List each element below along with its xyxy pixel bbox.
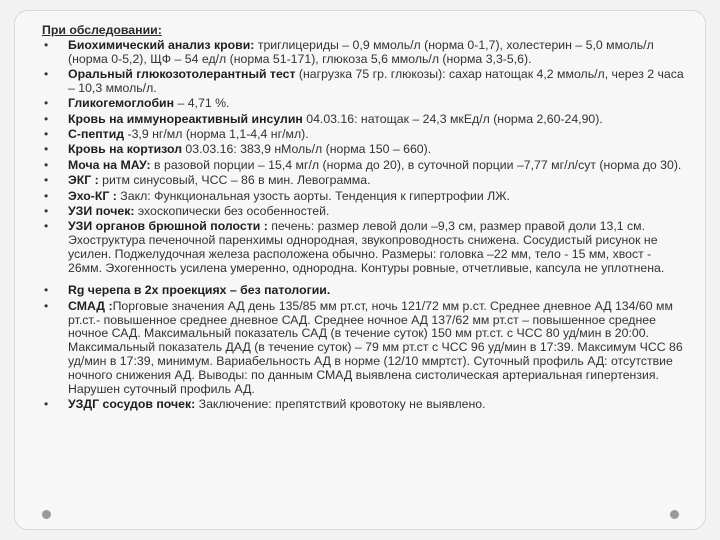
finding-label: Моча на МАУ: (68, 157, 151, 172)
finding-item (42, 220, 687, 275)
finding-text: ритм синусовый, ЧСС – 86 в мин. Левограмма. (98, 173, 371, 188)
finding-item (42, 284, 687, 298)
finding-label: Кровь на кортизол (68, 142, 183, 157)
finding-label: УЗИ органов брюшной полости : (68, 219, 268, 234)
finding-item (42, 68, 687, 96)
left-bullet-dot (42, 510, 51, 519)
finding-label: ЭКГ : (68, 173, 99, 188)
finding-text: -3,9 нг/мл (норма 1,1-4,4 нг/мл). (124, 126, 309, 141)
finding-item (42, 143, 687, 157)
finding-label: УЗИ почек: (68, 203, 135, 218)
finding-label: СМАД : (68, 298, 113, 313)
finding-text: в разовой порции – 15,4 мг/л (норма до 20), в суточной порции –7,77 мг/л/сут (норма до 30). (150, 157, 682, 172)
finding-label: УЗДГ сосудов почек: (68, 397, 196, 412)
finding-item (42, 190, 687, 204)
finding-label: Rg черепа в 2х проекциях – без патологии. (68, 283, 331, 298)
finding-text: (нагрузка 75 гр. глюкозы): сахар натощак 4,2 ммоль/л, через 2 часа – 10,3 ммоль/л. (68, 66, 684, 95)
finding-label: С-пептид (68, 126, 125, 141)
finding-label: Эхо-КГ : (68, 188, 117, 203)
finding-item (42, 113, 687, 127)
finding-label: Биохимический анализ крови: (68, 37, 255, 52)
section-heading (42, 24, 687, 38)
finding-text: – 4,71 %. (174, 96, 230, 111)
finding-item (42, 300, 687, 397)
finding-text: 04.03.16: натощак – 24,3 мкЕд/л (норма 2,60-24,90). (302, 111, 603, 126)
finding-text: печень: размер левой доли –9,3 см, размер правой доли 13,1 см. Эхоструктура печеночной паренхимы однородная, звукопроводность снижена. Сосудистый рисунок не усилен. Поджелудочная железа расположена обычно. Размеры: головка –22 мм, тело - 15 мм, хвост - 26мм. Эхогенность усилена умеренно, однородна. Контуры ровные, отчетливые, капсула не уплотнена. (68, 219, 665, 275)
heading-text: При обследовании: (42, 23, 162, 37)
finding-item (42, 398, 687, 412)
finding-item (42, 159, 687, 173)
finding-item (42, 39, 687, 67)
finding-text: 03.03.16: 383,9 нМоль/л (норма 150 – 660). (182, 142, 432, 157)
finding-item (42, 205, 687, 219)
finding-text: Закл: Функциональная узость аорты. Тенденция к гипертрофии ЛЖ. (116, 188, 510, 203)
finding-text: эхоскопически без особенностей. (134, 203, 330, 218)
finding-label: Кровь на иммунореактивный инсулин (68, 111, 303, 126)
finding-item (42, 97, 687, 111)
right-bullet-dot (670, 510, 679, 519)
finding-label: Оральный глюкозотолерантный тест (68, 66, 296, 81)
finding-item (42, 174, 687, 188)
finding-text: Заключение: препятствий кровотоку не выявлено. (195, 397, 486, 412)
finding-label: Гликогемоглобин (68, 96, 175, 111)
finding-text: Порговые значения АД день 135/85 мм рт.ст, ночь 121/72 мм р.ст. Среднее дневное АД 134/60 мм рт.ст.- повышенное среднее дневное САД. Среднее ночное АД 137/62 мм рт.ст – повышенное среднее ночное САД. Максимальный показатель САД (в течение суток) 150 мм рт.ст. с ЧСС 80 уд/мин в 20:00. Максимальный показатель ДАД (в течение суток) – 79 мм рт.ст с ЧСС 96 уд/мин в 17:39. Максимум ЧСС 86 уд/мин в 17:39, минимум. Вариабельность АД в норме (12/10 ммртст). Суточный профиль АД: отсутствие ночного снижения АД. Выводы: по данным СМАД выявлена систолическая артериальная гипертензия. Нарушен суточный профиль АД. (68, 298, 683, 396)
finding-text: триглицериды – 0,9 ммоль/л (норма 0-1,7), холестерин – 5,0 ммоль/л (норма 0-5,2), ЩФ – 54 ед/л (норма 51-171), глюкоза 5,6 ммоль/л (норма 3,3-5,6). (68, 37, 654, 66)
slide-content (42, 24, 687, 413)
finding-item (42, 128, 687, 142)
findings-list (42, 39, 687, 412)
